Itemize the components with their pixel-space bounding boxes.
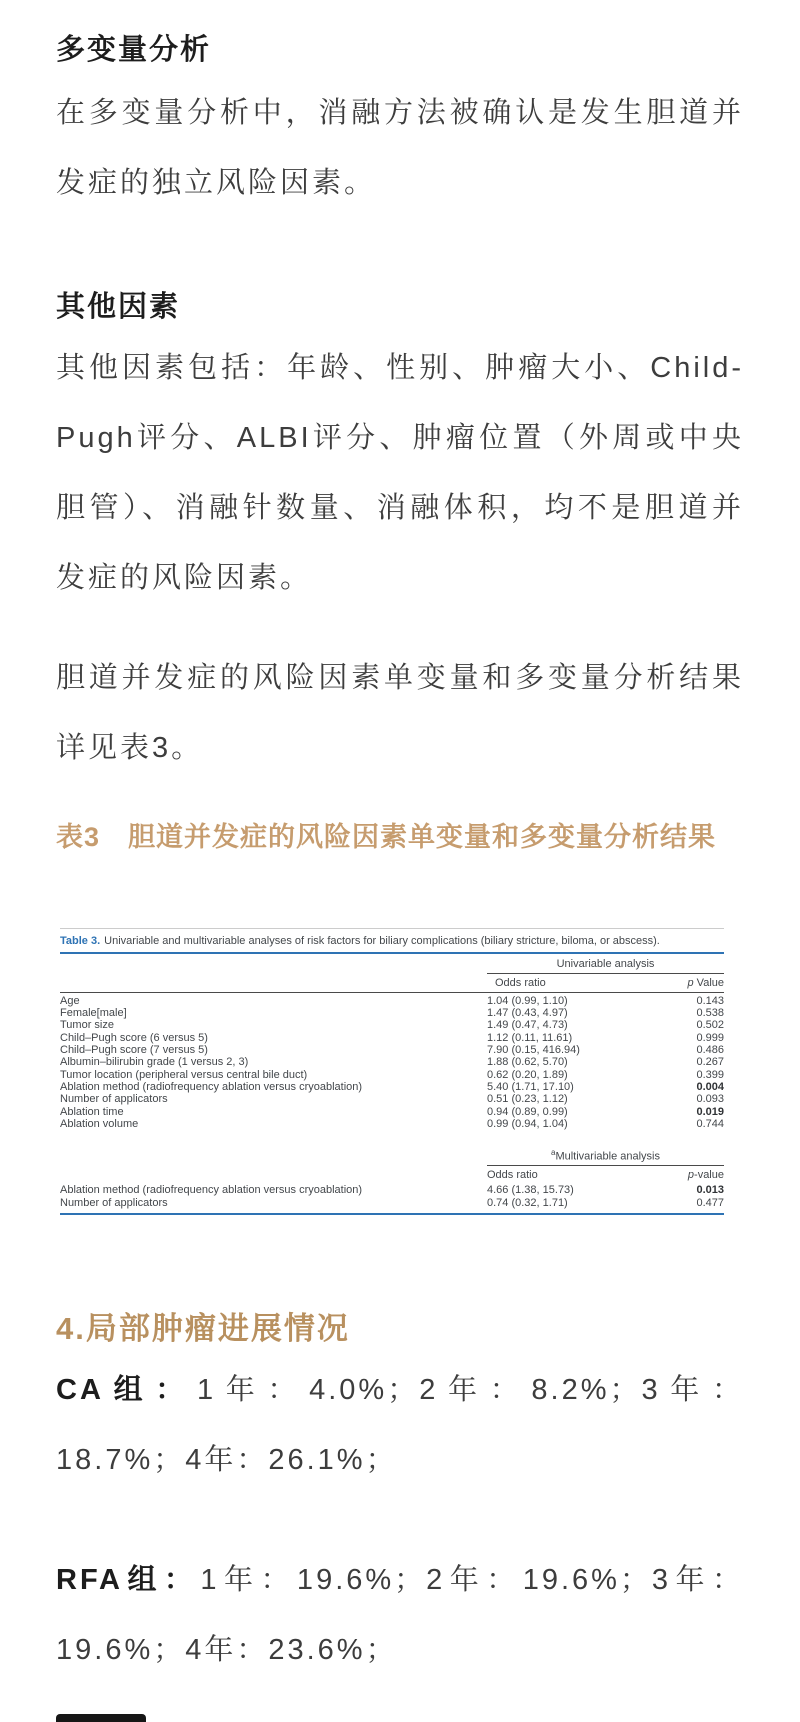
row-factor-label: Child–Pugh score (7 versus 5) <box>60 1044 208 1057</box>
empty-colhead <box>60 1169 487 1181</box>
row-p-value: 0.999 <box>696 1031 724 1044</box>
row-p-value: 0.019 <box>696 1105 724 1118</box>
row-odds-ratio: 0.74 (0.32, 1.71) <box>487 1196 568 1209</box>
row-p-value: 0.399 <box>696 1068 724 1081</box>
table3-title-text: Univariable and multivariable analyses of risk factors for biliary complications (biliary stricture, biloma, or abscess). <box>104 935 660 947</box>
table3-univariable-header <box>487 954 724 973</box>
clipped-next-element <box>56 1714 146 1722</box>
row-odds-ratio: 1.49 (0.47, 4.73) <box>487 1019 568 1032</box>
table-row <box>60 1081 724 1093</box>
para-ca-group <box>56 1355 744 1495</box>
row-factor-label: Number of applicators <box>60 1093 168 1106</box>
row-p-value: 0.004 <box>696 1080 724 1093</box>
heading-multivariable-analysis: 多变量分析 <box>56 34 212 66</box>
table-row <box>60 1044 724 1056</box>
row-odds-ratio: 4.66 (1.38, 15.73) <box>487 1184 574 1197</box>
empty-colhead <box>60 977 487 989</box>
table3-top-rule <box>60 928 724 929</box>
row-factor-label: Tumor location (peripheral versus central bile duct) <box>60 1068 308 1081</box>
table-row <box>60 1007 724 1019</box>
row-odds-ratio: 0.99 (0.94, 1.04) <box>487 1117 568 1130</box>
table-row <box>60 1032 724 1044</box>
row-factor-label: Ablation method (radiofrequency ablation versus cryoablation) <box>60 1184 363 1197</box>
table-row <box>60 1184 724 1196</box>
table3-title <box>60 935 724 947</box>
table-row <box>60 1056 724 1068</box>
row-odds-ratio: 1.12 (0.11, 11.61) <box>487 1031 573 1044</box>
multivariable-superscript: a <box>551 1148 556 1158</box>
heading-local-tumor-progression: 4.局部肿瘤进展情况 <box>56 1311 350 1346</box>
row-p-value: 0.013 <box>696 1184 724 1197</box>
para-see-table3: 胆道并发症的风险因素单变量和多变量分析结果详见表3。 <box>56 662 744 764</box>
table3-univariable-colheads <box>60 974 724 993</box>
row-factor-label: Female[male] <box>60 1007 127 1020</box>
table3-blue-rule-bottom <box>60 1213 724 1215</box>
para-multivariable-analysis: 在多变量分析中，消融方法被确认是发生胆道并发症的独立风险因素。 <box>56 97 744 199</box>
univariable-analysis-label: Univariable analysis <box>556 958 655 971</box>
table3-multivariable-colheads <box>60 1166 724 1184</box>
table3-multivariable-rows <box>60 1184 724 1209</box>
table3-figure <box>60 928 724 1215</box>
row-factor-label: Ablation volume <box>60 1117 139 1130</box>
odds-ratio-colhead: Odds ratio <box>487 1169 538 1182</box>
table3-multivariable-header <box>487 1143 724 1166</box>
row-odds-ratio: 1.88 (0.62, 5.70) <box>487 1056 568 1069</box>
row-p-value: 0.502 <box>696 1019 724 1032</box>
table-row <box>60 1069 724 1081</box>
row-odds-ratio: 0.62 (0.20, 1.89) <box>487 1068 568 1081</box>
row-odds-ratio: 7.90 (0.15, 416.94) <box>487 1044 580 1057</box>
table3-univariable-rows <box>60 995 724 1130</box>
p-value-colhead: p Value <box>687 976 724 989</box>
row-factor-label: Age <box>60 994 80 1007</box>
row-odds-ratio: 0.51 (0.23, 1.12) <box>487 1093 568 1106</box>
para-rfa-group <box>56 1545 744 1685</box>
row-p-value: 0.744 <box>696 1117 724 1130</box>
table3-title-label: Table 3. <box>60 935 101 947</box>
row-factor-label: Ablation time <box>60 1105 124 1118</box>
row-factor-label: Child–Pugh score (6 versus 5) <box>60 1031 208 1044</box>
ca-group-label: CA组： <box>56 1374 197 1406</box>
row-p-value: 0.267 <box>696 1056 724 1069</box>
table3-caption: 表3 胆道并发症的风险因素单变量和多变量分析结果 <box>56 822 717 852</box>
row-odds-ratio: 0.94 (0.89, 0.99) <box>487 1105 568 1118</box>
row-odds-ratio: 5.40 (1.71, 17.10) <box>487 1080 574 1093</box>
heading-other-factors: 其他因素 <box>56 291 181 323</box>
ca-group-values: 1年：4.0%；2年：8.2%；3年：18.7%；4年：26.1%； <box>56 1374 744 1476</box>
p-value-colhead: p-value <box>687 1169 724 1182</box>
table-row <box>60 1118 724 1130</box>
row-p-value: 0.143 <box>696 994 724 1007</box>
row-p-value: 0.093 <box>696 1093 724 1106</box>
odds-ratio-colhead: Odds ratio <box>495 976 546 989</box>
row-factor-label: Tumor size <box>60 1019 114 1032</box>
table-row <box>60 995 724 1007</box>
multivariable-analysis-label: Multivariable analysis <box>555 1150 660 1163</box>
row-p-value: 0.477 <box>696 1196 724 1209</box>
row-factor-label: Ablation method (radiofrequency ablation versus cryoablation) <box>60 1080 363 1093</box>
row-p-value: 0.538 <box>696 1007 724 1020</box>
rfa-group-label: RFA组： <box>56 1564 201 1596</box>
table-row <box>60 1093 724 1105</box>
row-factor-label: Number of applicators <box>60 1196 168 1209</box>
row-factor-label: Albumin–bilirubin grade (1 versus 2, 3) <box>60 1056 249 1069</box>
table-row <box>60 1106 724 1118</box>
row-odds-ratio: 1.47 (0.43, 4.97) <box>487 1007 568 1020</box>
row-odds-ratio: 1.04 (0.99, 1.10) <box>487 994 568 1007</box>
table-row <box>60 1197 724 1209</box>
para-other-factors: 其他因素包括：年龄、性别、肿瘤大小、Child-Pugh评分、ALBI评分、肿瘤位置（外周或中央胆管）、消融针数量、消融体积，均不是胆道并发症的风险因素。 <box>56 352 744 594</box>
table-row <box>60 1019 724 1031</box>
row-p-value: 0.486 <box>696 1044 724 1057</box>
rfa-group-values: 1年：19.6%；2年：19.6%；3年：19.6%；4年：23.6%； <box>56 1564 744 1666</box>
